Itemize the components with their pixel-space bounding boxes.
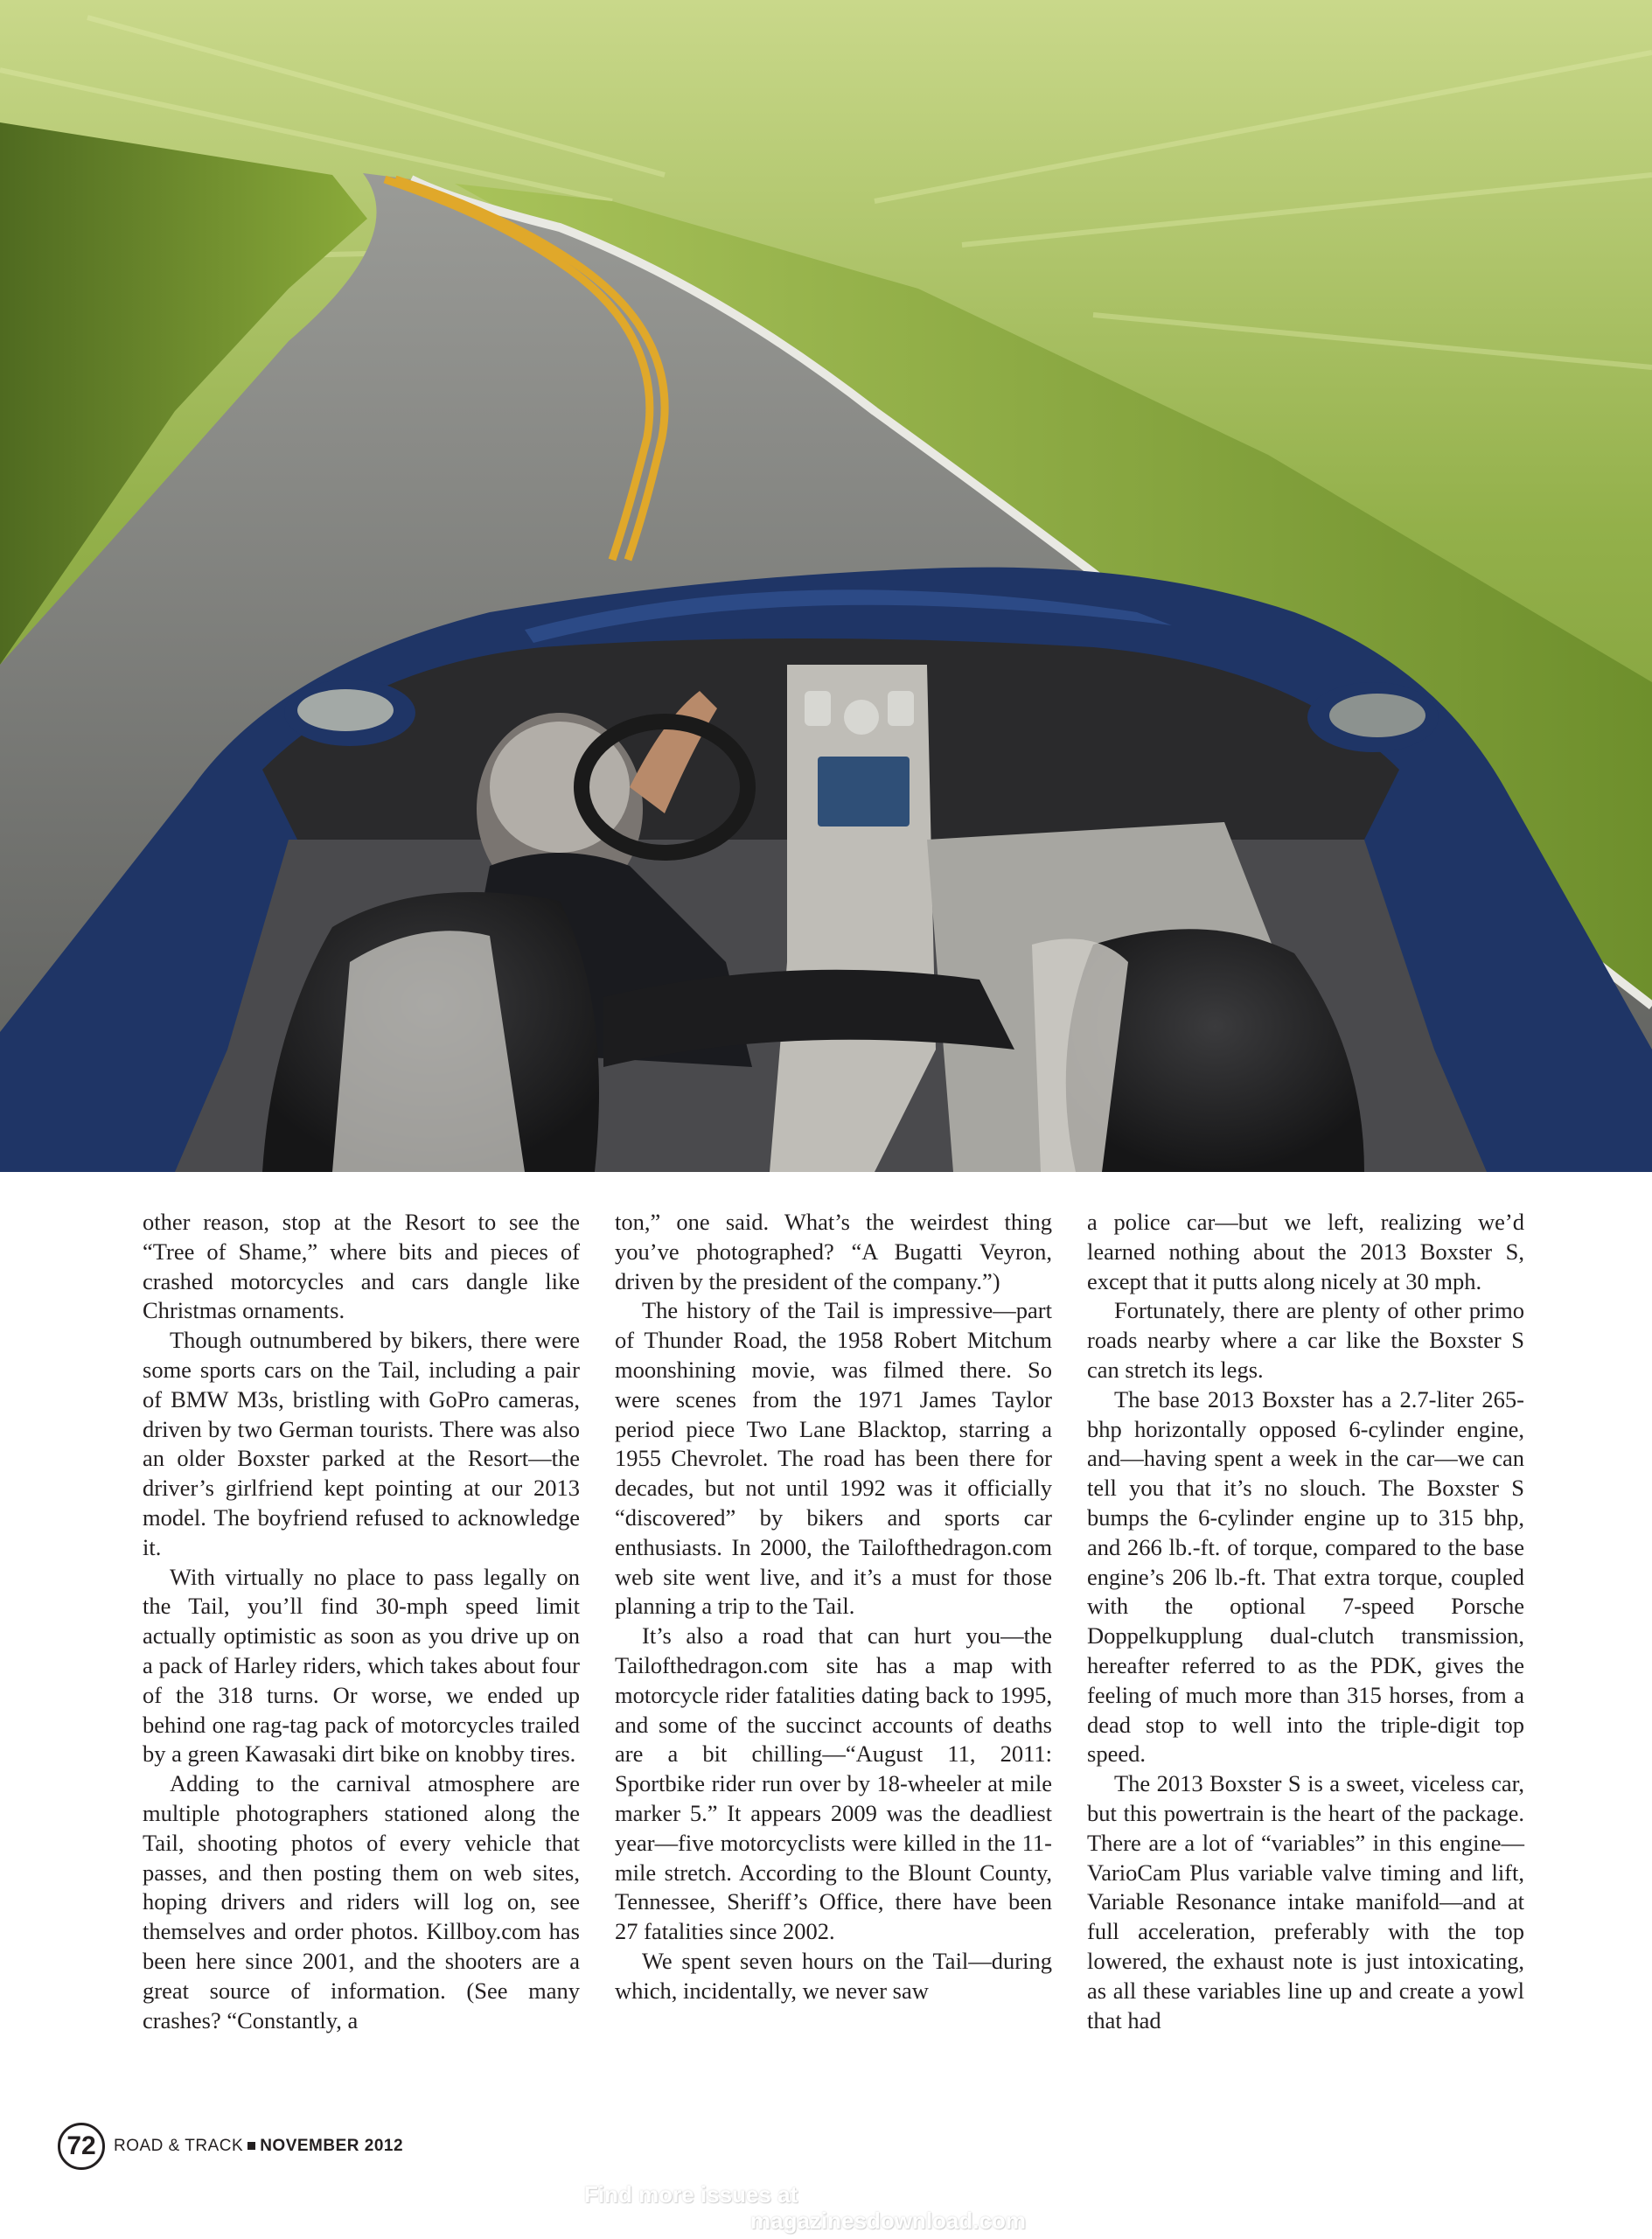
paragraph: The history of the Tail is impressive—part of Thunder Road, the 1958 Robert Mitchum moonshining movie, was filmed there. So were scenes from the 1971 James Taylor period piece Two Lane Blacktop, starring a 1955 Chevrolet. The road has been there for decades, but not until 1992 was it officially “discovered” by bikers and sports car enthusiasts. In 2000, the Tailofthedragon.com web site went live, and it’s a must for those planning a trip to the Tail. xyxy=(615,1297,1052,1620)
paragraph: Though outnumbered by bikers, there were some sports cars on the Tail, including a pair of BMW M3s, bristling with GoPro cameras, driven by two German tourists. There was also an older Boxster parked at the Resort—the driver’s girlfriend kept pointing at our 2013 model. The boyfriend refused to acknowledge it. xyxy=(143,1327,580,1560)
paragraph: It’s also a road that can hurt you—the Tailofthedragon.com site has a map with motorcycle rider fatalities dating back to 1995, and some of the succinct accounts of deaths are a bit chilling—“August 11, 2011: Sportbike rider run over by 18-wheeler at mile marker 5.” It appears 2009 was the deadliest year—five motorcyclists were killed in the 11-mile stretch. According to the Blount County, Tennessee, Sheriff’s Office, there have been 27 fatalities since 2002. xyxy=(615,1622,1052,1945)
page-footer xyxy=(58,2124,403,2169)
magazine-name: ROAD & TRACK xyxy=(114,2137,244,2155)
page-number: 72 xyxy=(58,2123,105,2170)
paragraph: a police car—but we left, realizing we’d learned nothing about the 2013 Boxster S, except that it putts along nicely at 30 mph. xyxy=(1087,1209,1524,1294)
paragraph: Adding to the carnival atmosphere are multiple photographers stationed along the Tail, shooting photos of every vehicle that passes, and then posting them on web sites, hoping drivers and riders will log on, see themselves and order photos. Killboy.com has been here since 2001, and the shooters are a great source of information. (See many crashes? “Constantly, a xyxy=(143,1770,580,2033)
paragraph: We spent seven hours on the Tail—during which, incidentally, we never saw xyxy=(615,1947,1052,2004)
paragraph: other reason, stop at the Resort to see the “Tree of Shame,” where bits and pieces of crashed motorcycles and cars dangle like Christmas ornaments. xyxy=(143,1209,580,1324)
article-column-2 xyxy=(615,1208,1052,2006)
paragraph: The base 2013 Boxster has a 2.7-liter 265-bhp horizontally opposed 6-cylinder engine, and—having spent a week in the car—we can tell you that it’s no slouch. The Boxster S bumps the 6-cylinder engine up to 315 bhp, and 266 lb.-ft. of torque, compared to the base engine’s 206 lb.-ft. That extra torque, coupled with the optional 7-speed Porsche Doppelkupplung dual-clutch transmission, hereafter referred to as the PDK, gives the feeling of much more than 315 horses, from a dead stop to well into the triple-digit top speed. xyxy=(1087,1385,1524,1768)
paragraph: Fortunately, there are plenty of other primo roads nearby where a car like the Boxster S can stretch its legs. xyxy=(1087,1297,1524,1383)
watermark-line-2: magazinesdownload.com xyxy=(750,2208,1026,2234)
article-column-3 xyxy=(1087,1208,1524,2035)
article-column-1 xyxy=(143,1208,580,2035)
watermark-line-1: Find more issues at xyxy=(584,2181,798,2208)
paragraph: With virtually no place to pass legally on the Tail, you’ll find 30-mph speed limit actually optimistic as soon as you drive up on a pack of Harley riders, which takes about four of the 318 turns. Or worse, we ended up behind one rag-tag pack of motorcycles trailed by a green Kawasaki dirt bike on knobby tires. xyxy=(143,1563,580,1768)
paragraph: The 2013 Boxster S is a sweet, viceless car, but this powertrain is the heart of the package. There are a lot of “variables” in this engine—VarioCam Plus variable valve timing and lift, Variable Resonance intake manifold—and at full acceleration, preferably with the top lowered, the exhaust note is just intoxicating, as all these variables line up and create a yowl that had xyxy=(1087,1770,1524,2033)
separator-square-icon xyxy=(247,2142,255,2150)
watermark xyxy=(0,2173,1652,2239)
article-body xyxy=(143,1208,1537,2093)
issue-date: NOVEMBER 2012 xyxy=(260,2137,404,2155)
paragraph: ton,” one said. What’s the weirdest thing you’ve photographed? “A Bugatti Veyron, driven by the president of the company.”) xyxy=(615,1209,1052,1294)
